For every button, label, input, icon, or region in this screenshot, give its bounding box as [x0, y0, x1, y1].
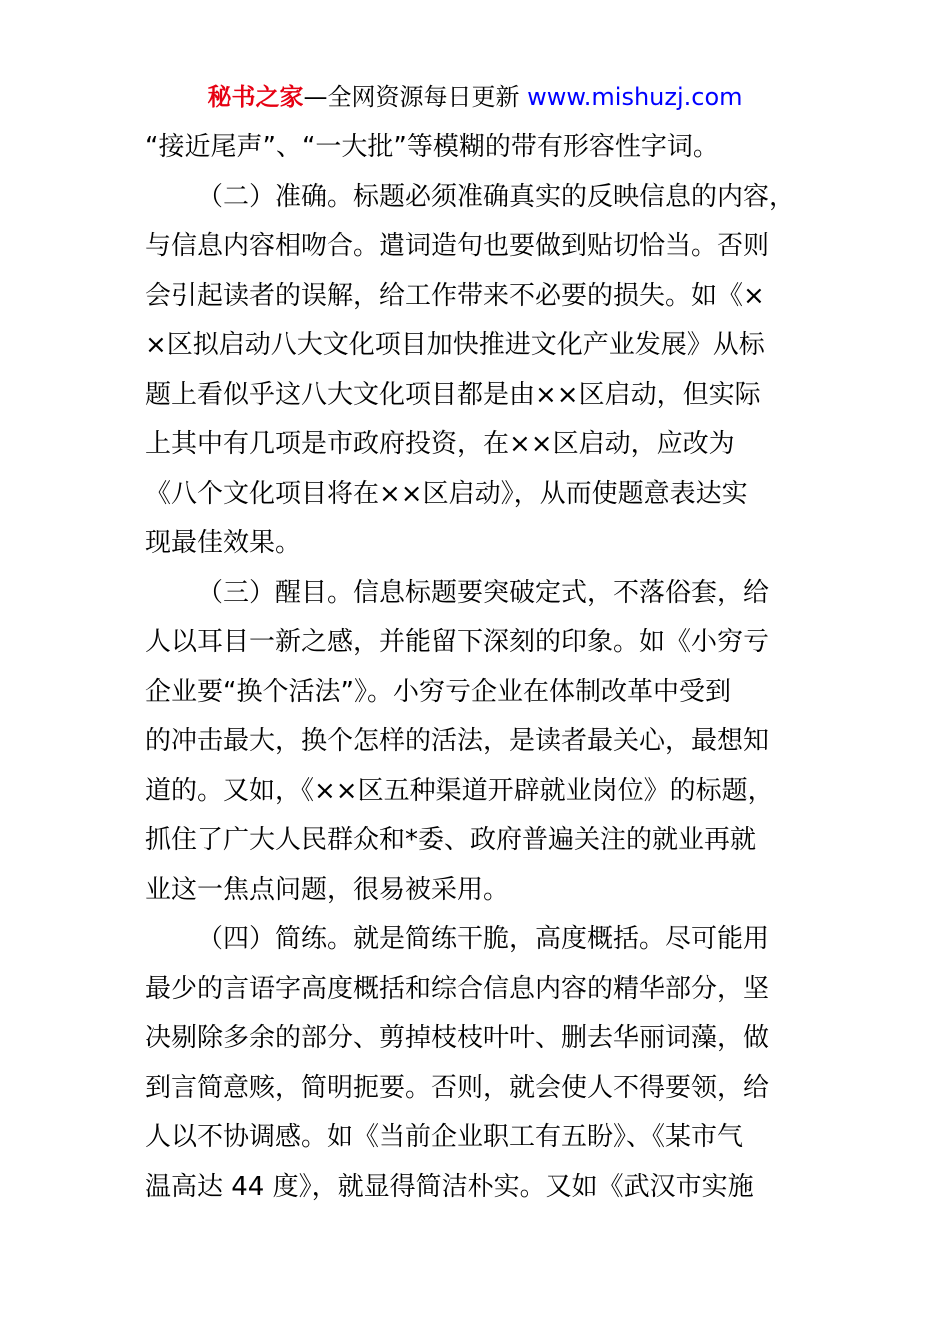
text-line: 人以不协调感。如《当前企业职工有五盼》、《某市气: [145, 1122, 744, 1152]
text-line: 抓住了广大人民群众和*委、政府普遍关注的就业再就: [145, 825, 757, 855]
text-line: 上其中有几项是市政府投资，在××区启动，应改为: [145, 429, 735, 459]
text-line: 道的。又如，《××区五种渠道开辟就业岗位》的标题，: [145, 775, 774, 806]
text-line: 人以耳目一新之感，并能留下深刻的印象。如《小穷亏: [145, 627, 770, 657]
paragraph-start-line: （二）准确。标题必须准确真实的反映信息的内容，: [197, 181, 796, 212]
text-line: 最少的言语字高度概括和综合信息内容的精华部分，坚: [145, 973, 770, 1004]
text-line: 企业要“换个活法”》。小穷亏企业在体制改革中受到: [145, 676, 731, 707]
document-body: [145, 123, 845, 1212]
paragraph-start-line: （四）简练。就是简练干脆，高度概括。尽可能用: [197, 924, 770, 954]
paragraph-start-line: （三）醒目。信息标题要突破定式，不落俗套，给: [197, 577, 770, 608]
site-brand: 秘书之家: [207, 83, 304, 111]
site-tagline: —全网资源每日更新: [303, 83, 520, 111]
text-line: 业这一焦点问题，很易被采用。: [145, 874, 510, 905]
text-line: ×区拟启动八大文化项目加快推进文化产业发展》从标: [145, 330, 765, 360]
text-line: “接近尾声”、“一大批”等模糊的带有形容性字词。: [145, 132, 719, 162]
text-line: 现最佳效果。: [145, 528, 302, 558]
site-url-link[interactable]: www.mishuzj.com: [527, 83, 743, 111]
page-header: [0, 80, 950, 114]
text-line: 的冲击最大，换个怎样的活法，是读者最关心，最想知: [145, 726, 770, 756]
text-line: 温高达 44 度》，就显得简洁朴实。又如《武汉市实施: [145, 1171, 754, 1202]
text-line: 与信息内容相吻合。遣词造句也要做到贴切恰当。否则: [145, 231, 770, 261]
text-line: 到言简意赅，简明扼要。否则，就会使人不得要领，给: [145, 1072, 770, 1103]
text-line: 会引起读者的误解，给工作带来不必要的损失。如《×: [145, 280, 765, 311]
text-line: 题上看似乎这八大文化项目都是由××区启动，但实际: [145, 379, 761, 410]
text-line: 决剔除多余的部分、剪掉枝枝叶叶、删去华丽词藻，做: [145, 1023, 770, 1053]
text-line: 《八个文化项目将在××区启动》，从而使题意表达实: [145, 478, 748, 509]
